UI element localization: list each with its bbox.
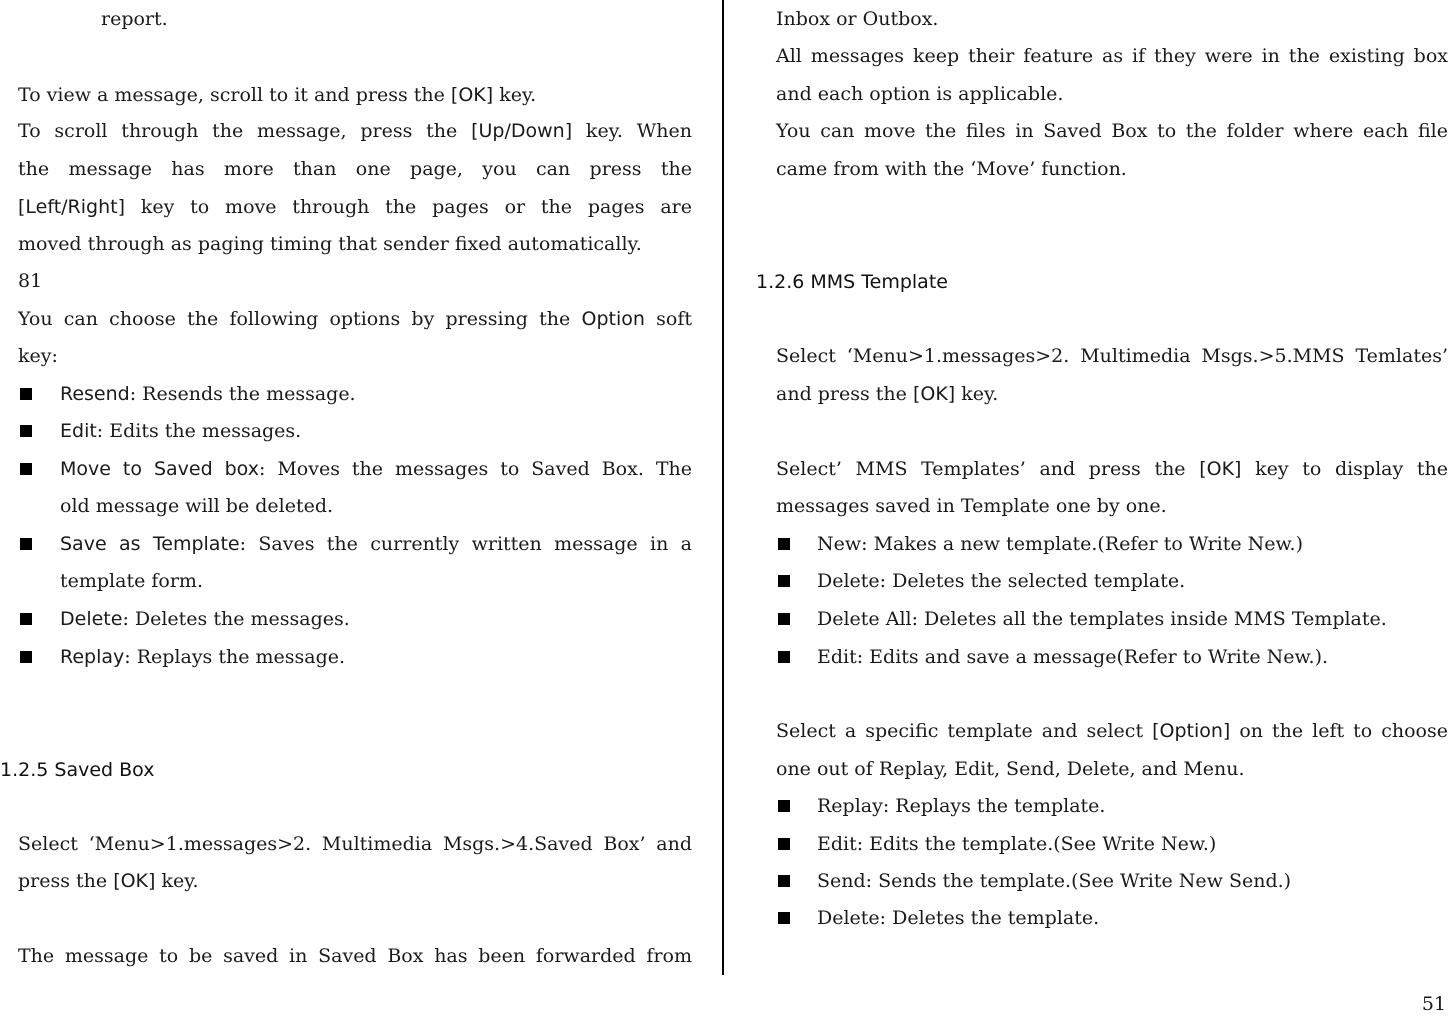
bullet-icon [778, 575, 790, 587]
bullet-icon [20, 538, 32, 550]
option-term: Edit [60, 420, 97, 442]
list-item: Replay: Replays the template. [817, 795, 1106, 817]
option-term: Delete [60, 608, 123, 630]
column-divider [722, 0, 724, 975]
key-ok: [OK] [113, 870, 156, 892]
option-line-2: key: [18, 345, 58, 367]
list-item: Move to Saved box: Moves the messages to Saved Box. The [60, 458, 692, 480]
key-left-right: [Left/Right] [18, 196, 126, 218]
bullet-icon [20, 388, 32, 400]
template-select-line-1: Select ‘Menu>1.messages>2. Multimedia Msgs.>5.MMS Temlates’ [776, 345, 1448, 367]
template-select-line-2: and press the [OK] key. [776, 383, 999, 405]
list-item: Save as Template: Saves the currently written message in a [60, 533, 692, 555]
bullet-icon [778, 651, 790, 663]
scroll-line-3: [Left/Right] key to move through the pages or the pages are [18, 196, 692, 218]
display-line-2: messages saved in Template one by one. [776, 495, 1167, 517]
list-item: Edit: Edits the template.(See Write New.) [817, 833, 1217, 855]
list-item: Edit: Edits the messages. [60, 420, 302, 442]
scroll-line-1: To scroll through the message, press the [Up/Down] key. When [18, 120, 692, 142]
page-number: 51 [1421, 993, 1446, 1015]
bullet-icon [778, 912, 790, 924]
list-item: Send: Sends the template.(See Write New Send.) [817, 870, 1292, 892]
bullet-icon [778, 838, 790, 850]
bullet-icon [778, 875, 790, 887]
list-item: Edit: Edits and save a message(Refer to Write New.). [817, 646, 1329, 668]
continued-line-5: came from with the ‘Move’ function. [776, 158, 1127, 180]
list-item-continuation: old message will be deleted. [60, 495, 334, 517]
list-item: Delete: Deletes the template. [817, 907, 1100, 929]
list-item-continuation: template form. [60, 570, 203, 592]
continued-line-2: All messages keep their feature as if they were in the existing box [776, 45, 1448, 67]
list-item: Delete All: Deletes all the templates inside MMS Template. [817, 608, 1387, 630]
list-item: New: Makes a new template.(Refer to Write New.) [817, 533, 1303, 555]
list-item: Delete: Deletes the selected template. [817, 570, 1186, 592]
list-item: Resend: Resends the message. [60, 383, 356, 405]
saved-box-select-line-2: press the [OK] key. [18, 870, 199, 892]
key-up-down: [Up/Down] [471, 120, 573, 142]
specific-line-2: one out of Replay, Edit, Send, Delete, and Menu. [776, 758, 1245, 780]
list-item: Replay: Replays the message. [60, 646, 346, 668]
key-ok: [OK] [450, 84, 494, 106]
stray-number: 81 [18, 270, 43, 292]
scroll-line-2: the message has more than one page, you can press the [18, 158, 692, 180]
display-line-1: Select’ MMS Templates’ and press the [OK] key to display the [776, 458, 1448, 480]
section-heading-mms-template: 1.2.6 MMS Template [756, 271, 948, 293]
key-ok: [OK] [1199, 458, 1242, 480]
continued-line-3: and each option is applicable. [776, 83, 1064, 105]
bullet-icon [778, 613, 790, 625]
bullet-icon [778, 800, 790, 812]
list-item: Delete: Deletes the messages. [60, 608, 350, 630]
option-term: Replay [60, 646, 125, 668]
view-paragraph: To view a message, scroll to it and press the [OK] key. [18, 84, 537, 106]
bullet-icon [20, 651, 32, 663]
continued-line-1: Inbox or Outbox. [776, 8, 939, 30]
key-ok: [OK] [912, 383, 956, 405]
bullet-icon [778, 538, 790, 550]
option-soft-key: Option [581, 308, 645, 330]
option-term: Resend [60, 383, 130, 405]
bullet-icon [20, 463, 32, 475]
saved-box-select-line-1: Select ‘Menu>1.messages>2. Multimedia Msgs.>4.Saved Box’ and [18, 833, 692, 855]
option-term: Save as Template [60, 533, 240, 555]
scroll-line-4: moved through as paging timing that sender fixed automatically. [18, 233, 642, 255]
option-term: Move to Saved box [60, 458, 259, 480]
option-line-1: You can choose the following options by pressing the Option soft [18, 308, 692, 330]
bullet-icon [20, 425, 32, 437]
continued-line-4: You can move the files in Saved Box to the folder where each file [776, 120, 1448, 142]
forward-line: The message to be saved in Saved Box has been forwarded from [18, 945, 692, 967]
specific-line-1: Select a specific template and select [Option] on the left to choose [776, 720, 1448, 742]
intro-tail: report. [101, 8, 168, 30]
option-key: [Option] [1152, 720, 1231, 742]
bullet-icon [20, 613, 32, 625]
section-heading-saved-box: 1.2.5 Saved Box [0, 759, 155, 781]
